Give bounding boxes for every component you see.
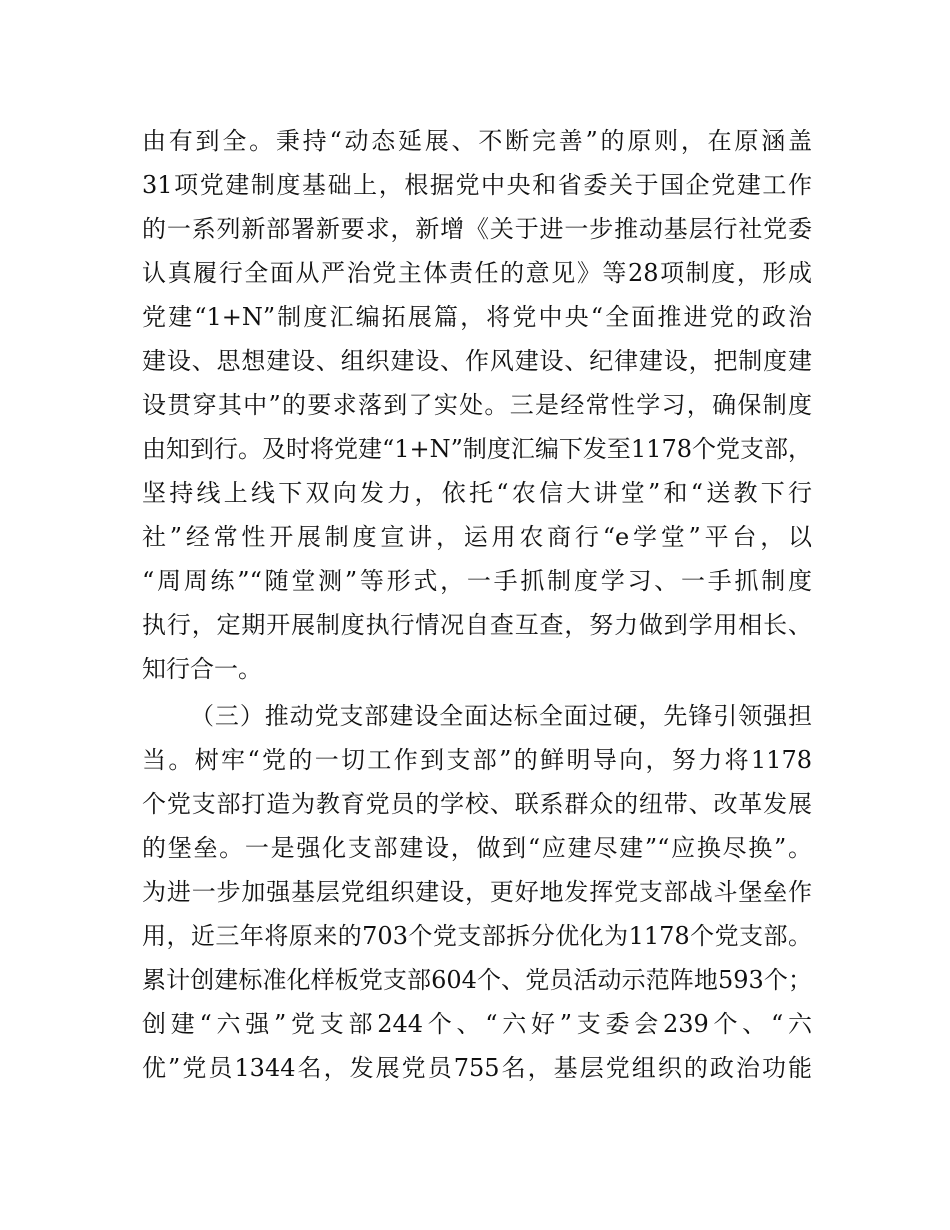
paragraph-2-line-3: 个党支部打造为教育党员的学校、联系群众的纽带、改革发展 <box>142 790 812 818</box>
paragraph-2-line-8: 创建“六强”党支部244个、“六好”支委会239个、“六 <box>142 1010 812 1038</box>
paragraph-1-line-6: 建设、思想建设、组织建设、作风建设、纪律建设，把制度建 <box>142 347 812 375</box>
paragraph-1-line-11: “周周练”“随堂测”等形式，一手抓制度学习、一手抓制度 <box>142 567 812 595</box>
paragraph-2-line-2: 当。树牢“党的一切工作到支部”的鲜明导向，努力将1178 <box>142 746 812 774</box>
paragraph-2-line-7: 累计创建标准化样板党支部604个、党员活动示范阵地593个； <box>142 966 812 994</box>
paragraph-1-line-8: 由知到行。及时将党建“1+N”制度汇编下发至1178个党支部， <box>142 435 812 463</box>
paragraph-1-line-12: 执行，定期开展制度执行情况自查互查，努力做到学用相长、 <box>142 611 812 639</box>
paragraph-2-line-6: 用，近三年将原来的703个党支部拆分优化为1178个党支部。 <box>142 922 812 950</box>
paragraph-1-line-5: 党建“1+N”制度汇编拓展篇，将党中央“全面推进党的政治 <box>142 303 812 331</box>
paragraph-2-line-1: （三）推动党支部建设全面达标全面过硬，先锋引领强担 <box>190 702 812 730</box>
paragraph-2-line-5: 为进一步加强基层党组织建设，更好地发挥党支部战斗堡垒作 <box>142 878 812 906</box>
paragraph-1-line-10: 社”经常性开展制度宣讲，运用农商行“e学堂”平台，以 <box>142 523 812 551</box>
paragraph-1-line-3: 的一系列新部署新要求，新增《关于进一步推动基层行社党委 <box>142 215 812 243</box>
paragraph-1-line-7: 设贯穿其中”的要求落到了实处。三是经常性学习，确保制度 <box>142 391 812 419</box>
paragraph-2-line-4: 的堡垒。一是强化支部建设，做到“应建尽建”“应换尽换”。 <box>142 834 812 862</box>
paragraph-1-line-13: 知行合一。 <box>142 655 262 683</box>
paragraph-1-line-2: 31项党建制度基础上，根据党中央和省委关于国企党建工作 <box>142 171 812 199</box>
paragraph-1-line-9: 坚持线上线下双向发力，依托“农信大讲堂”和“送教下行 <box>142 479 812 507</box>
paragraph-1-line-4: 认真履行全面从严治党主体责任的意见》等28项制度，形成 <box>142 259 812 287</box>
paragraph-1-line-1: 由有到全。秉持“动态延展、不断完善”的原则，在原涵盖 <box>142 127 812 155</box>
paragraph-2-line-9: 优”党员1344名，发展党员755名，基层党组织的政治功能 <box>142 1054 812 1082</box>
